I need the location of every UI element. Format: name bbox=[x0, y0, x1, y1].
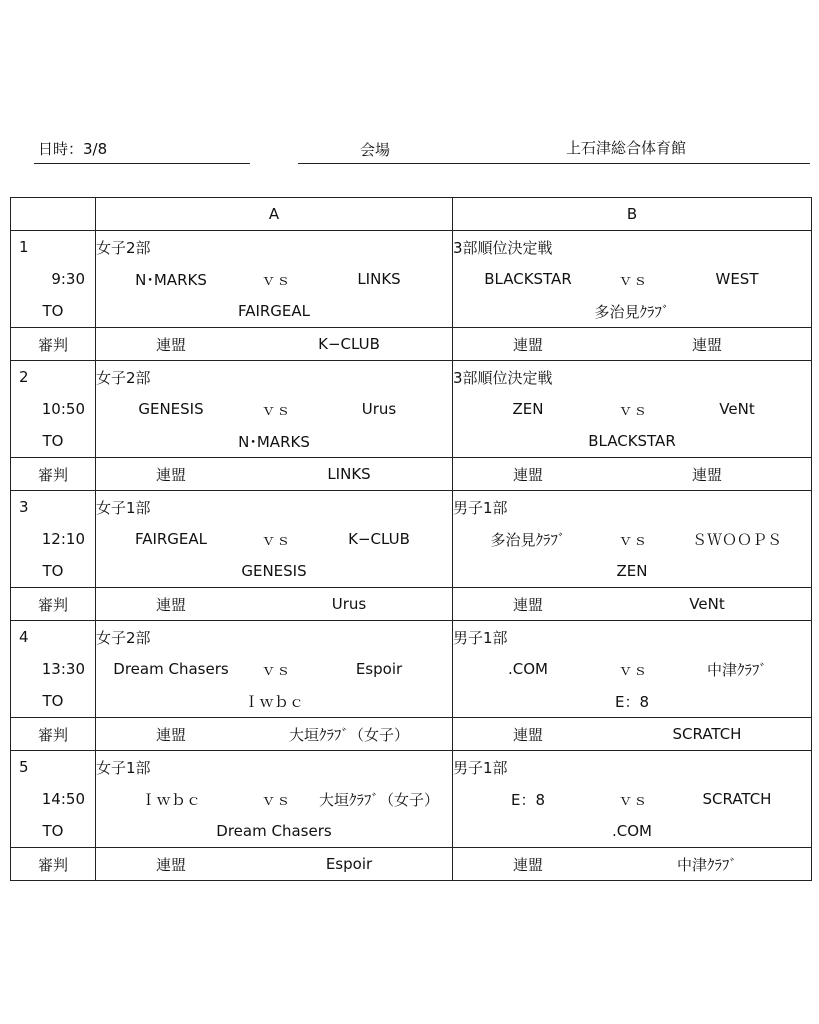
referee-a bbox=[96, 718, 453, 751]
team-away: ＳＷＯＯＰＳ bbox=[691, 530, 782, 549]
referee-2: VeNt bbox=[689, 595, 725, 613]
referee-2: 大垣ｸﾗﾌﾞ（女子） bbox=[288, 725, 409, 744]
vs-label: ｖｓ bbox=[260, 400, 291, 419]
referee-1: 連盟 bbox=[155, 335, 186, 354]
team-home: Dream Chasers bbox=[113, 660, 229, 678]
division-row bbox=[11, 621, 812, 654]
referee-1: 連盟 bbox=[512, 335, 543, 354]
round-number: 2 bbox=[11, 361, 96, 394]
to-label: TO bbox=[11, 295, 96, 328]
date-label: 日時：3/8 bbox=[38, 140, 108, 158]
referee-a bbox=[96, 588, 453, 621]
referee-b bbox=[453, 458, 812, 491]
division-b: 男子1部 bbox=[453, 621, 812, 654]
division-b: 3部順位決定戦 bbox=[453, 231, 812, 264]
match-row bbox=[11, 523, 812, 555]
referee-row bbox=[11, 458, 812, 491]
to-row bbox=[11, 425, 812, 458]
team-home: ZEN bbox=[512, 400, 544, 418]
team-away: K−CLUB bbox=[348, 530, 410, 548]
to-team-a: Ｉｗｂｃ bbox=[96, 685, 453, 718]
column-header-b: B bbox=[453, 198, 812, 231]
division-a: 女子1部 bbox=[96, 491, 453, 524]
referee-label: 審判 bbox=[11, 328, 96, 361]
round-number: 1 bbox=[11, 231, 96, 264]
to-label: TO bbox=[11, 815, 96, 848]
to-team-b: ZEN bbox=[453, 555, 812, 588]
division-b: 男子1部 bbox=[453, 491, 812, 524]
division-row bbox=[11, 491, 812, 524]
to-team-a: Dream Chasers bbox=[96, 815, 453, 848]
referee-1: 連盟 bbox=[512, 465, 543, 484]
vs-label: ｖｓ bbox=[617, 790, 648, 809]
match-b bbox=[453, 523, 812, 555]
team-home: N･MARKS bbox=[135, 270, 207, 289]
match-a bbox=[96, 783, 453, 815]
referee-2: SCRATCH bbox=[672, 725, 742, 743]
vs-label: ｖｓ bbox=[260, 790, 291, 809]
match-row bbox=[11, 263, 812, 295]
referee-1: 連盟 bbox=[155, 595, 186, 614]
team-away: VeNt bbox=[719, 400, 755, 418]
match-time: 10:50 bbox=[11, 393, 96, 425]
division-b: 3部順位決定戦 bbox=[453, 361, 812, 394]
match-time: 12:10 bbox=[11, 523, 96, 555]
to-row bbox=[11, 295, 812, 328]
team-home: GENESIS bbox=[138, 400, 204, 418]
division-row bbox=[11, 361, 812, 394]
column-header-row bbox=[11, 198, 812, 231]
round-number: 3 bbox=[11, 491, 96, 524]
team-home: 多治見ｸﾗﾌﾞ bbox=[490, 530, 566, 549]
to-team-a: N･MARKS bbox=[96, 425, 453, 458]
match-b bbox=[453, 653, 812, 685]
vs-label: ｖｓ bbox=[617, 270, 648, 289]
division-a: 女子2部 bbox=[96, 361, 453, 394]
match-time: 14:50 bbox=[11, 783, 96, 815]
to-row bbox=[11, 815, 812, 848]
referee-row bbox=[11, 588, 812, 621]
match-b bbox=[453, 393, 812, 425]
match-row bbox=[11, 783, 812, 815]
match-a bbox=[96, 523, 453, 555]
venue-field bbox=[298, 134, 810, 164]
venue-label: 会場 bbox=[360, 141, 391, 159]
match-row bbox=[11, 393, 812, 425]
vs-label: ｖｓ bbox=[260, 270, 291, 289]
referee-1: 連盟 bbox=[512, 725, 543, 744]
to-team-b: BLACKSTAR bbox=[453, 425, 812, 458]
to-label: TO bbox=[11, 425, 96, 458]
date-field bbox=[34, 134, 250, 164]
to-label: TO bbox=[11, 555, 96, 588]
team-home: E：8 bbox=[510, 790, 546, 809]
corner-cell bbox=[11, 198, 96, 231]
referee-row bbox=[11, 328, 812, 361]
vs-label: ｖｓ bbox=[617, 400, 648, 419]
referee-row bbox=[11, 718, 812, 751]
referee-2: 連盟 bbox=[691, 465, 722, 484]
referee-label: 審判 bbox=[11, 718, 96, 751]
team-away: SCRATCH bbox=[702, 790, 772, 808]
division-row bbox=[11, 751, 812, 784]
team-home: BLACKSTAR bbox=[484, 270, 572, 288]
team-home: Ｉｗｂｃ bbox=[140, 790, 201, 809]
to-team-b: 多治見ｸﾗﾌﾞ bbox=[453, 295, 812, 328]
to-row bbox=[11, 555, 812, 588]
division-a: 女子2部 bbox=[96, 621, 453, 654]
match-time: 13:30 bbox=[11, 653, 96, 685]
referee-a bbox=[96, 328, 453, 361]
referee-2: LINKS bbox=[327, 465, 371, 483]
referee-label: 審判 bbox=[11, 588, 96, 621]
referee-1: 連盟 bbox=[512, 855, 543, 874]
referee-label: 審判 bbox=[11, 848, 96, 881]
match-a bbox=[96, 393, 453, 425]
team-away: LINKS bbox=[357, 270, 401, 288]
referee-2: 連盟 bbox=[691, 335, 722, 354]
referee-b bbox=[453, 848, 812, 881]
venue-name: 上石津総合体育館 bbox=[566, 139, 687, 157]
referee-b bbox=[453, 718, 812, 751]
to-team-b: E：8 bbox=[453, 685, 812, 718]
team-away: Urus bbox=[361, 400, 397, 418]
team-away: 大垣ｸﾗﾌﾞ（女子） bbox=[318, 790, 439, 809]
division-b: 男子1部 bbox=[453, 751, 812, 784]
referee-1: 連盟 bbox=[155, 465, 186, 484]
team-away: 中津ｸﾗﾌﾞ bbox=[706, 660, 767, 679]
team-home: FAIRGEAL bbox=[134, 530, 208, 548]
match-b bbox=[453, 263, 812, 295]
match-time: 9:30 bbox=[11, 263, 96, 295]
to-team-b: .COM bbox=[453, 815, 812, 848]
to-row bbox=[11, 685, 812, 718]
referee-2: Urus bbox=[331, 595, 367, 613]
referee-label: 審判 bbox=[11, 458, 96, 491]
round-number: 5 bbox=[11, 751, 96, 784]
vs-label: ｖｓ bbox=[617, 660, 648, 679]
round-number: 4 bbox=[11, 621, 96, 654]
referee-2: 中津ｸﾗﾌﾞ bbox=[676, 855, 737, 874]
column-header-a: A bbox=[96, 198, 453, 231]
vs-label: ｖｓ bbox=[617, 530, 648, 549]
referee-b bbox=[453, 328, 812, 361]
to-team-a: GENESIS bbox=[96, 555, 453, 588]
vs-label: ｖｓ bbox=[260, 660, 291, 679]
referee-row bbox=[11, 848, 812, 881]
division-row bbox=[11, 231, 812, 264]
schedule-table bbox=[10, 197, 812, 881]
referee-a bbox=[96, 458, 453, 491]
referee-1: 連盟 bbox=[155, 725, 186, 744]
match-a bbox=[96, 653, 453, 685]
referee-1: 連盟 bbox=[155, 855, 186, 874]
referee-2: K−CLUB bbox=[318, 335, 380, 353]
team-away: WEST bbox=[715, 270, 759, 288]
referee-2: Espoir bbox=[325, 855, 373, 873]
match-row bbox=[11, 653, 812, 685]
division-a: 女子1部 bbox=[96, 751, 453, 784]
referee-a bbox=[96, 848, 453, 881]
division-a: 女子2部 bbox=[96, 231, 453, 264]
vs-label: ｖｓ bbox=[260, 530, 291, 549]
match-b bbox=[453, 783, 812, 815]
referee-b bbox=[453, 588, 812, 621]
team-away: Espoir bbox=[355, 660, 403, 678]
match-a bbox=[96, 263, 453, 295]
to-label: TO bbox=[11, 685, 96, 718]
team-home: .COM bbox=[508, 660, 548, 678]
referee-1: 連盟 bbox=[512, 595, 543, 614]
to-team-a: FAIRGEAL bbox=[96, 295, 453, 328]
